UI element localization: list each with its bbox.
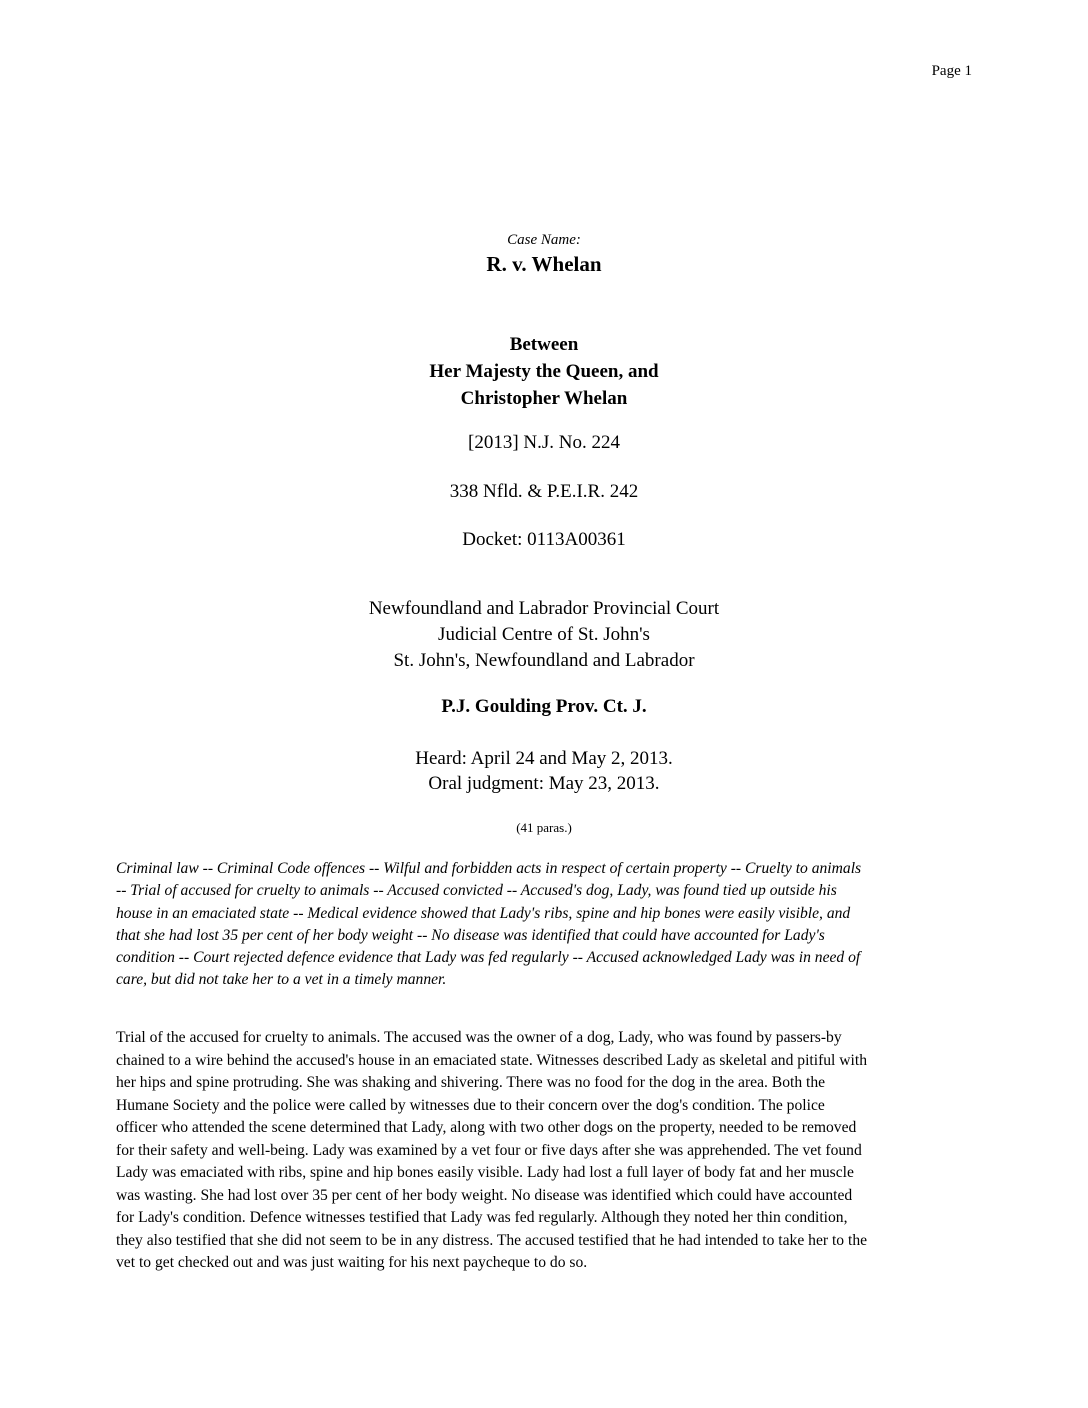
party-accused: Christopher Whelan — [460, 388, 628, 409]
court-name: Newfoundland and Labrador Provincial Court — [368, 598, 720, 619]
summary-line: -- Trial of accused for cruelty to animals -- Accused convicted -- Accused's dog, Lady, was found tied up outside his — [116, 882, 837, 900]
summary-line: care, but did not take her to a vet in a timely manner. — [116, 971, 447, 989]
summary-line: house in an emaciated state -- Medical evidence showed that Lady's ribs, spine and hip bones were easily visible, and — [116, 904, 851, 922]
body-line: Trial of the accused for cruelty to animals. The accused was the owner of a dog, Lady, who was found by passers-by — [116, 1029, 842, 1046]
body-line: for Lady's condition. Defence witnesses testified that Lady was fed regularly. Although they noted her thin condition, — [116, 1209, 848, 1226]
court-centre: Judicial Centre of St. John's — [438, 624, 650, 645]
body-line: they also testified that she did not seem to be in any distress. The accused testified that he had intended to take her to the — [116, 1231, 868, 1249]
body-line: Humane Society and the police were called by witnesses due to their concern over the dog's condition. The police — [116, 1096, 825, 1114]
summary-line: Criminal law -- Criminal Code offences -- Wilful and forbidden acts in respect of certain property -- Cruelty to animals — [116, 860, 862, 877]
case-title: R. v. Whelan — [486, 252, 602, 276]
parties-block — [0, 331, 1088, 412]
heard-date: Heard: April 24 and May 2, 2013. — [415, 748, 673, 769]
body-line: her hips and spine protruding. She was shaking and shivering. There was no food for the dog in the area. Both the — [116, 1074, 826, 1091]
body-line: officer who attended the scene determined that Lady, along with two other dogs on the property, needed to be removed — [116, 1119, 857, 1136]
headnote-summary — [116, 858, 976, 992]
body-line: Lady was emaciated with ribs, spine and hip bones easily visible. Lady had lost a full layer of body fat and her muscle — [116, 1164, 854, 1181]
judgment-date: Oral judgment: May 23, 2013. — [428, 773, 660, 794]
page-number: Page 1 — [931, 63, 972, 79]
summary-line: that she had lost 35 per cent of her body weight -- No disease was identified that could have accounted for Lady's — [116, 926, 825, 944]
dates-block — [0, 746, 1088, 796]
paragraph-count: (41 paras.) — [516, 820, 572, 835]
body-line: for their safety and well-being. Lady was examined by a vet four or five days after she was apprehended. The vet found — [116, 1141, 862, 1159]
case-name-label: Case Name: — [507, 232, 581, 248]
body-line: vet to get checked out and was just waiting for his next paycheque to do so. — [116, 1254, 588, 1271]
party-crown: Her Majesty the Queen, and — [429, 361, 659, 382]
court-location: St. John's, Newfoundland and Labrador — [393, 650, 695, 671]
docket-number: Docket: 0113A00361 — [462, 529, 626, 550]
case-digest-paragraph — [116, 1027, 976, 1275]
body-line: chained to a wire behind the accused's house in an emaciated state. Witnesses described Lady as skeletal and pitiful with — [116, 1051, 868, 1069]
judge-name: P.J. Goulding Prov. Ct. J. — [441, 696, 647, 717]
citation-nj: [2013] N.J. No. 224 — [468, 432, 620, 453]
body-line: was wasting. She had lost over 35 per cent of her body weight. No disease was identified which could have accounted — [116, 1186, 853, 1204]
citation-nfld-peir: 338 Nfld. & P.E.I.R. 242 — [449, 481, 639, 502]
summary-line: condition -- Court rejected defence evidence that Lady was fed regularly -- Accused acknowledged Lady was in need of — [116, 949, 861, 967]
parties-between: Between — [509, 334, 579, 355]
court-block — [0, 596, 1088, 674]
